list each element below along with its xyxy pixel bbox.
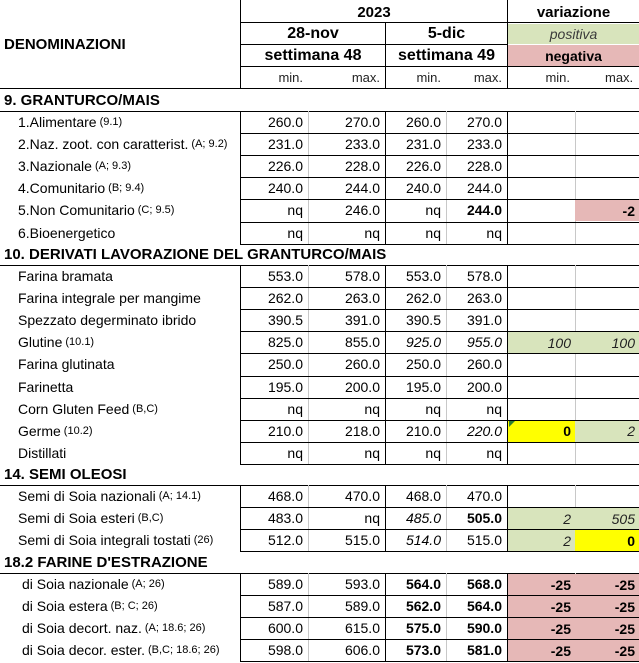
price-cell: 391.0 <box>466 312 502 329</box>
price-cell: 855.0 <box>344 334 380 351</box>
price-cell: 581.0 <box>466 642 502 659</box>
row-line <box>240 551 639 552</box>
row-code: (A; 9.2) <box>191 138 228 151</box>
price-cell: nq <box>425 224 441 241</box>
header-denominazioni: DENOMINAZIONI <box>4 35 126 53</box>
header-date-2: 5-dic <box>427 25 466 42</box>
row-code: (B,C) <box>132 402 158 415</box>
variation-cell <box>575 134 639 155</box>
price-cell: 589.0 <box>344 598 380 615</box>
row-code: (B,C; 18.6; 26) <box>147 644 220 657</box>
variation-cell: -25 <box>575 596 639 617</box>
variation-cell <box>508 200 575 221</box>
price-cell: nq <box>287 224 303 241</box>
price-cell: 470.0 <box>344 488 380 504</box>
row-code: (26) <box>193 534 214 547</box>
price-cell: nq <box>287 444 303 461</box>
row-code: (C; 9.5) <box>137 204 175 217</box>
price-cell: 562.0 <box>405 598 441 615</box>
header-week-2: settimana 49 <box>398 46 495 64</box>
price-cell: 512.0 <box>267 532 303 549</box>
price-cell: nq <box>486 444 502 461</box>
variation-cell <box>575 377 639 398</box>
row-label <box>18 177 240 199</box>
variation-cell: 505 <box>575 508 639 529</box>
row-label <box>18 507 240 529</box>
header-date-1: 28-nov <box>287 25 339 42</box>
price-cell: 606.0 <box>344 642 380 659</box>
price-cell: 578.0 <box>466 268 502 284</box>
price-cell: nq <box>425 400 441 417</box>
row-name: di Soia estera <box>22 598 108 615</box>
variation-cell: 100 <box>575 332 639 353</box>
row-name: Farina glutinata <box>18 356 115 373</box>
variation-cell: -25 <box>508 618 575 639</box>
variation-cell <box>575 399 639 420</box>
row-name: Germe <box>18 422 61 439</box>
variation-cell <box>575 156 639 177</box>
price-cell: 195.0 <box>267 378 303 395</box>
row-name: di Soia decort. naz. <box>22 620 142 637</box>
price-cell: 485.0 <box>405 510 441 527</box>
price-cell: 925.0 <box>405 334 441 351</box>
price-cell: 564.0 <box>466 598 502 615</box>
section-title: 14. SEMI OLEOSI <box>4 465 127 483</box>
row-name: 6.Bioenergetico <box>18 224 116 241</box>
price-cell: 263.0 <box>466 290 502 307</box>
price-cell: 244.0 <box>466 180 502 197</box>
variation-cell <box>575 288 639 309</box>
row-name: Semi di Soia esteri <box>18 510 135 527</box>
row-code: (A; 18.6; 26) <box>144 622 206 635</box>
row-name: Semi di Soia integrali tostati <box>18 532 191 549</box>
variation-cell <box>508 354 575 375</box>
row-code: (10.2) <box>63 424 93 437</box>
price-cell: 244.0 <box>344 180 380 197</box>
price-cell: 228.0 <box>344 158 380 175</box>
variation-cell <box>508 486 575 507</box>
variation-cell: 2 <box>508 508 575 529</box>
price-cell: 195.0 <box>405 378 441 395</box>
header-vline <box>507 0 508 88</box>
variation-cell: -25 <box>508 596 575 617</box>
header-year: 2023 <box>357 3 391 21</box>
section-title: 10. DERIVATI LAVORAZIONE DEL GRANTURCO/MAIS <box>4 245 387 263</box>
price-cell: 390.5 <box>405 312 441 329</box>
row-label <box>18 398 240 420</box>
price-cell: 262.0 <box>405 290 441 307</box>
variation-cell <box>575 266 639 287</box>
variation-cell <box>508 310 575 331</box>
price-cell: 262.0 <box>267 290 303 307</box>
price-cell: 468.0 <box>267 488 303 504</box>
variation-cell: -25 <box>508 640 575 661</box>
price-cell: 573.0 <box>405 642 441 659</box>
row-name: 2.Naz. zoot. con caratterist. <box>18 136 189 153</box>
row-label <box>18 155 240 177</box>
row-name: Farina integrale per mangime <box>18 290 201 307</box>
variation-cell <box>575 354 639 375</box>
price-cell: 260.0 <box>466 356 502 373</box>
variation-cell <box>575 310 639 331</box>
price-cell: nq <box>364 510 380 527</box>
variation-cell: 2 <box>508 530 575 551</box>
variation-cell: 2 <box>575 421 639 442</box>
price-cell: 505.0 <box>466 510 502 527</box>
row-code: (A; 14.1) <box>158 490 201 502</box>
row-code: (9.1) <box>99 116 123 128</box>
price-cell: 244.0 <box>466 202 502 219</box>
legend-negativa: negativa <box>508 45 639 66</box>
header-min-2: min. <box>416 69 441 85</box>
row-code: (B; C; 26) <box>110 600 158 613</box>
variation-cell <box>575 486 639 507</box>
row-name: Corn Gluten Feed <box>18 400 130 417</box>
row-name: Semi di Soia nazionali <box>18 488 156 504</box>
price-cell: 231.0 <box>405 136 441 153</box>
row-name: 4.Comunitario <box>18 180 106 197</box>
price-cell: 260.0 <box>344 356 380 373</box>
price-cell: 587.0 <box>267 598 303 615</box>
price-cell: 226.0 <box>405 158 441 175</box>
price-cell: 250.0 <box>267 356 303 373</box>
row-name: Glutine <box>18 334 63 351</box>
section-title: 18.2 FARINE D'ESTRAZIONE <box>4 553 208 571</box>
price-cell: 590.0 <box>466 620 502 637</box>
row-line <box>240 464 639 465</box>
variation-cell <box>575 223 639 244</box>
price-cell: 578.0 <box>344 268 380 284</box>
price-cell: 568.0 <box>466 576 502 592</box>
header-max-var: max. <box>605 69 634 85</box>
price-cell: 514.0 <box>405 532 441 549</box>
row-label <box>18 376 240 398</box>
price-cell: nq <box>425 444 441 461</box>
variation-cell <box>508 443 575 464</box>
price-cell: 220.0 <box>466 422 502 439</box>
price-cell: nq <box>287 202 303 219</box>
legend-positiva: positiva <box>508 24 639 44</box>
variation-cell <box>575 443 639 464</box>
price-cell: nq <box>364 224 380 241</box>
header-line <box>241 22 639 23</box>
row-code: (B,C) <box>137 512 164 525</box>
row-code: (B; 9.4) <box>108 182 145 195</box>
row-name: di Soia nazionale <box>22 576 129 592</box>
variation-cell: -2 <box>575 200 639 221</box>
row-label <box>18 353 240 375</box>
price-cell: 470.0 <box>466 488 502 504</box>
row-name: 5.Non Comunitario <box>18 202 135 219</box>
price-cell: 575.0 <box>405 620 441 637</box>
variation-cell <box>508 288 575 309</box>
price-cell: 515.0 <box>344 532 380 549</box>
row-label <box>22 639 244 661</box>
row-name: Distillati <box>18 444 67 461</box>
price-cell: 200.0 <box>344 378 380 395</box>
price-cell: 615.0 <box>344 620 380 637</box>
variation-cell: -25 <box>508 574 575 595</box>
row-label <box>18 111 240 133</box>
variation-cell: 0 <box>575 530 639 551</box>
variation-cell <box>508 112 575 133</box>
variation-cell: -25 <box>575 640 639 661</box>
row-label <box>18 265 240 287</box>
price-cell: nq <box>486 224 502 241</box>
row-label <box>22 617 244 639</box>
price-cell: 210.0 <box>267 422 303 439</box>
row-code: (10.1) <box>65 336 95 349</box>
row-name: Spezzato degerminato ibrido <box>18 312 197 329</box>
price-cell: 240.0 <box>267 180 303 197</box>
row-label <box>18 222 240 244</box>
variation-cell <box>575 112 639 133</box>
header-line <box>241 44 507 45</box>
price-cell: 228.0 <box>466 158 502 175</box>
variation-cell <box>508 178 575 199</box>
price-cell: 270.0 <box>344 114 380 130</box>
row-label <box>18 309 240 331</box>
price-cell: 553.0 <box>267 268 303 284</box>
price-cell: 233.0 <box>344 136 380 153</box>
price-cell: 553.0 <box>405 268 441 284</box>
variation-cell <box>575 178 639 199</box>
section-title: 9. GRANTURCO/MAIS <box>4 91 160 109</box>
row-code: (A; 26) <box>131 578 165 590</box>
row-line <box>240 661 639 662</box>
price-cell: 483.0 <box>267 510 303 527</box>
comment-flag <box>509 421 515 427</box>
row-label <box>18 331 240 353</box>
price-cell: 260.0 <box>405 114 441 130</box>
price-cell: 270.0 <box>466 114 502 130</box>
price-cell: 200.0 <box>466 378 502 395</box>
row-name: di Soia decor. ester. <box>22 642 145 659</box>
header-line <box>241 66 639 67</box>
price-cell: 263.0 <box>344 290 380 307</box>
row-name: Farina bramata <box>18 268 113 284</box>
header-max-2: max. <box>473 69 502 85</box>
row-code: (A; 9.3) <box>94 160 132 173</box>
row-label <box>18 133 240 155</box>
variation-cell: -25 <box>575 618 639 639</box>
price-cell: 226.0 <box>267 158 303 175</box>
price-cell: 468.0 <box>405 488 441 504</box>
price-cell: nq <box>364 400 380 417</box>
price-cell: nq <box>425 202 441 219</box>
row-label <box>18 420 240 442</box>
row-label <box>18 199 240 221</box>
price-cell: 231.0 <box>267 136 303 153</box>
variation-cell <box>508 399 575 420</box>
price-cell: 598.0 <box>267 642 303 659</box>
row-name: 1.Alimentare <box>18 114 97 130</box>
price-cell: 233.0 <box>466 136 502 153</box>
variation-cell <box>508 134 575 155</box>
price-cell: 250.0 <box>405 356 441 373</box>
variation-cell: -25 <box>575 574 639 595</box>
row-label <box>18 287 240 309</box>
price-cell: nq <box>486 400 502 417</box>
price-cell: 240.0 <box>405 180 441 197</box>
header-vline <box>240 0 241 88</box>
price-cell: 246.0 <box>344 202 380 219</box>
row-label <box>18 442 240 464</box>
row-label <box>22 595 244 617</box>
header-min-1: min. <box>278 69 303 85</box>
price-cell: 593.0 <box>344 576 380 592</box>
header-vline <box>385 22 386 88</box>
price-cell: 564.0 <box>405 576 441 592</box>
price-cell: 260.0 <box>267 114 303 130</box>
price-cell: 955.0 <box>466 334 502 351</box>
price-cell: nq <box>287 400 303 417</box>
price-cell: 589.0 <box>267 576 303 592</box>
variation-cell <box>508 266 575 287</box>
price-cell: 515.0 <box>466 532 502 549</box>
price-cell: 218.0 <box>344 422 380 439</box>
variation-cell <box>508 156 575 177</box>
variation-cell <box>508 223 575 244</box>
variation-cell: 100 <box>508 332 575 353</box>
row-label <box>22 573 244 595</box>
variation-cell: 0 <box>508 421 575 442</box>
price-cell: 210.0 <box>405 422 441 439</box>
header-min-var: min. <box>545 69 570 85</box>
row-label <box>18 529 240 551</box>
variation-cell <box>508 377 575 398</box>
price-cell: 390.5 <box>267 312 303 329</box>
price-cell: nq <box>364 444 380 461</box>
price-cell: 391.0 <box>344 312 380 329</box>
header-variazione: variazione <box>536 3 611 21</box>
row-name: 3.Nazionale <box>18 158 92 175</box>
row-name: Farinetta <box>18 378 74 395</box>
row-label <box>18 485 240 507</box>
price-cell: 825.0 <box>267 334 303 351</box>
price-cell: 600.0 <box>267 620 303 637</box>
header-max-1: max. <box>351 69 380 85</box>
header-week-1: settimana 48 <box>264 46 362 64</box>
